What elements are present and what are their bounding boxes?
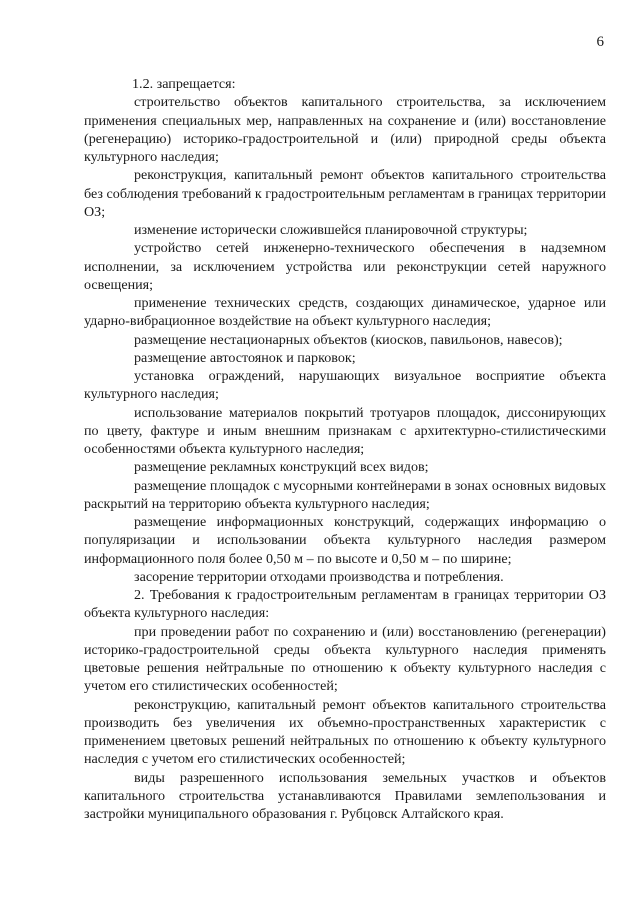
paragraph-littering: засорение территории отходами производства и потребления.: [134, 568, 504, 585]
paragraph-technical-means: применение технических средств, создающих динамическое, ударное или ударно-вибрационное воздействие на объект культурного наследия;: [84, 295, 606, 330]
paragraph-reconstruction-requirements: реконструкцию, капитальный ремонт объектов капитального строительства производить без увеличения их объемно-пространственных характеристик с применением цветовых решений нейтральных по отношению к объекту культурного наследия с учетом его стилистических особенностей;: [84, 696, 606, 768]
section-heading-1-2: 1.2. запрещается:: [132, 76, 236, 92]
paragraph-preservation-works: при проведении работ по сохранению и (или) восстановлению (регенерации) историко-градостроительной среды объекта культурного наследия применять цветовые решения нейтральные по отношению к объекту культурного наследия с учетом его стилистических особенностей;: [84, 623, 606, 695]
paragraph-permitted-use: виды разрешенного использования земельных участков и объектов капитального строительства устанавливаются Правилами землепользования и застройки муниципального образования г. Рубцовск Алтайского края.: [84, 769, 606, 822]
paragraph-info-structures: размещение информационных конструкций, содержащих информацию о популяризации и использовании объекта культурного наследия размером информационного поля более 0,50 м – по высоте и 0,50 м – по ширине;: [84, 514, 606, 567]
paragraph-advertising: размещение рекламных конструкций всех видов;: [134, 459, 429, 476]
paragraph-planning-structure: изменение исторически сложившейся планировочной структуры;: [134, 222, 528, 238]
paragraph-materials: использование материалов покрытий тротуаров площадок, диссонирующих по цвету, фактуре и иным внешним признакам с архитектурно-стилистическими особенностями объекта культурного наследия;: [84, 404, 606, 457]
document-body: [84, 75, 606, 823]
paragraph-fences: установка ограждений, нарушающих визуальное восприятие объекта культурного наследия;: [84, 368, 606, 403]
paragraph-waste-sites: размещение площадок с мусорными контейнерами в зонах основных видовых раскрытий на территорию объекта культурного наследия;: [84, 477, 606, 512]
paragraph-parking: размещение автостоянок и парковок;: [134, 349, 356, 366]
page-number: 6: [596, 34, 604, 50]
paragraph-reconstruction: реконструкция, капитальный ремонт объектов капитального строительства без соблюдения требований к градостроительным регламентам в границах территории ОЗ;: [84, 167, 606, 220]
paragraph-construction: строительство объектов капитального строительства, за исключением применения специальных мер, направленных на сохранение и (или) восстановление (регенерацию) историко-градостроительной и (или) природной среды объекта культурного наследия;: [84, 94, 606, 165]
section-heading-2: 2. Требования к градостроительным регламентам в границах территории ОЗ объекта культурного наследия:: [84, 587, 606, 622]
paragraph-non-stationary: размещение нестационарных объектов (киосков, павильонов, навесов);: [134, 331, 563, 348]
paragraph-engineering-networks: устройство сетей инженерно-технического обеспечения в надземном исполнении, за исключением устройства или реконструкции сетей наружного освещения;: [84, 240, 606, 293]
